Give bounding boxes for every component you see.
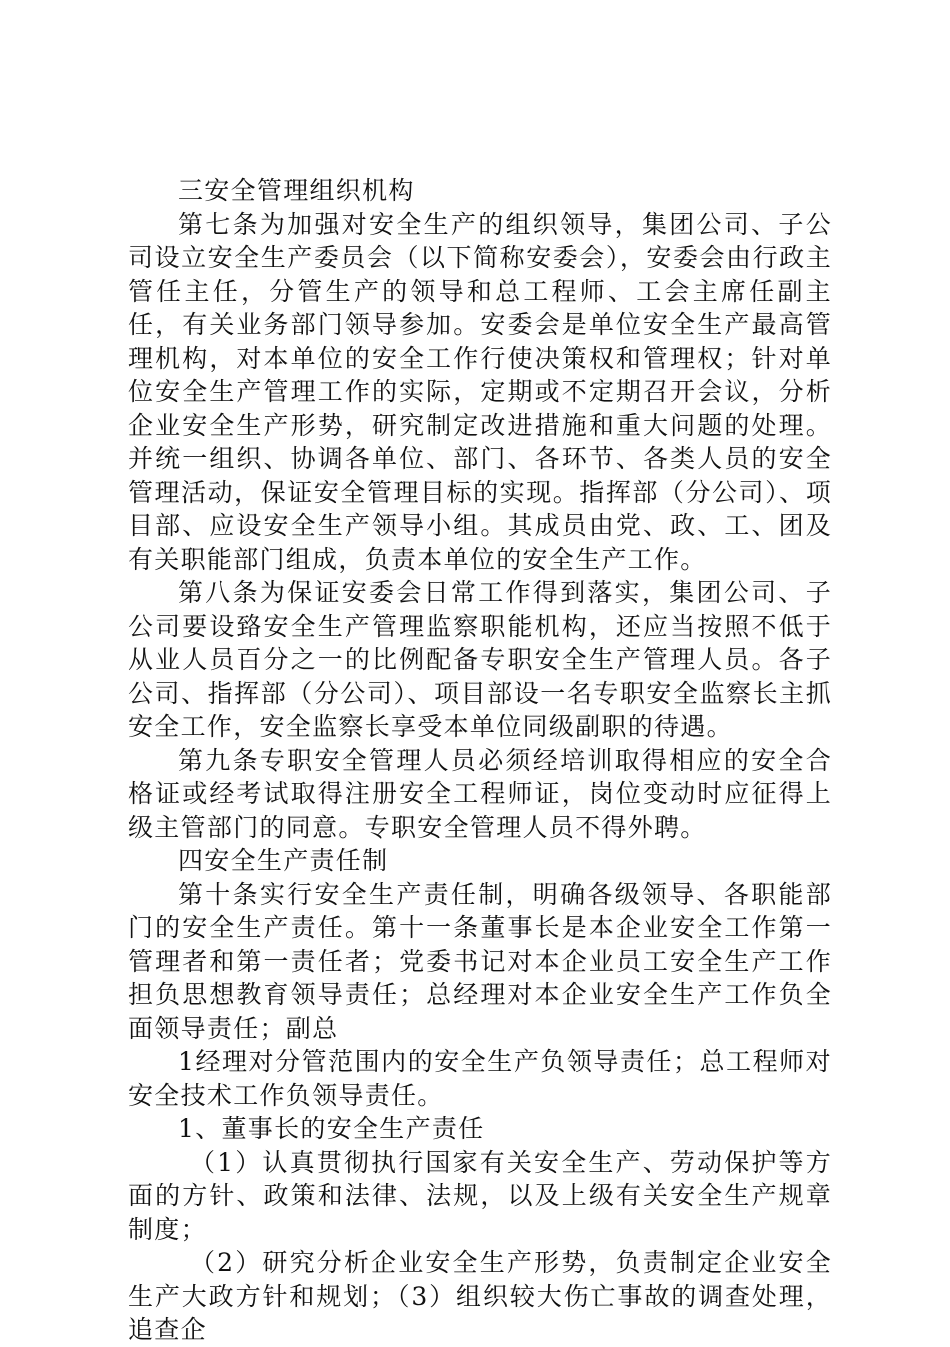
chairman-responsibility-heading: 1、董事长的安全生产责任	[178, 1114, 485, 1143]
list-item-2-3: （2）研究分析企业安全生产形势，负责制定企业安全生产大政方针和规划；（3）组织较大伤亡事故的调查处理，追查企	[128, 1248, 832, 1344]
article-7-paragraph: 第七条为加强对安全生产的组织领导，集团公司、子公司设立安全生产委员会（以下简称安委会），安委会由行政主管任主任，分管生产的领导和总工程师、工会主席任副主任，有关业务部门领导参加。安委会是单位安全生产最高管理机构，对本单位的安全工作行使决策权和管理权；针对单位安全生产管理工作的实际，定期或不定期召开会议，分析企业安全生产形势，研究制定改进措施和重大问题的处理。并统一组织、协调各单位、部门、各环节、各类人员的安全管理活动，保证安全管理目标的实现。指挥部（分公司）、项目部、应设安全生产领导小组。其成员由党、政、工、团及有关职能部门组成，负责本单位的安全生产工作。	[128, 209, 832, 574]
list-item-1: （1）认真贯彻执行国家有关安全生产、劳动保护等方面的方针、政策和法律、法规，以及上级有关安全生产规章制度；	[128, 1147, 832, 1244]
article-9-paragraph: 第九条专职安全管理人员必须经培训取得相应的安全合格证或经考试取得注册安全工程师证，岗位变动时应征得上级主管部门的同意。专职安全管理人员不得外聘。	[128, 745, 832, 842]
document-body	[128, 174, 832, 1347]
section-heading-organization: 三安全管理组织机构	[178, 176, 415, 205]
article-8-paragraph: 第八条为保证安委会日常工作得到落实，集团公司、子公司要设臵安全生产管理监察职能机构，还应当按照不低于从业人员百分之一的比例配备专职安全生产管理人员。各子公司、指挥部（分公司）、项目部设一名专职安全监察长主抓安全工作，安全监察长享受本单位同级副职的待遇。	[128, 578, 832, 741]
vice-manager-paragraph: 1经理对分管范围内的安全生产负领导责任；总工程师对安全技术工作负领导责任。	[128, 1047, 832, 1110]
section-heading-responsibility: 四安全生产责任制	[178, 846, 389, 875]
article-10-11-paragraph: 第十条实行安全生产责任制，明确各级领导、各职能部门的安全生产责任。第十一条董事长是本企业安全工作第一管理者和第一责任者；党委书记对本企业员工安全生产工作担负思想教育领导责任；总经理对本企业安全生产工作负全面领导责任；副总	[128, 879, 832, 1043]
